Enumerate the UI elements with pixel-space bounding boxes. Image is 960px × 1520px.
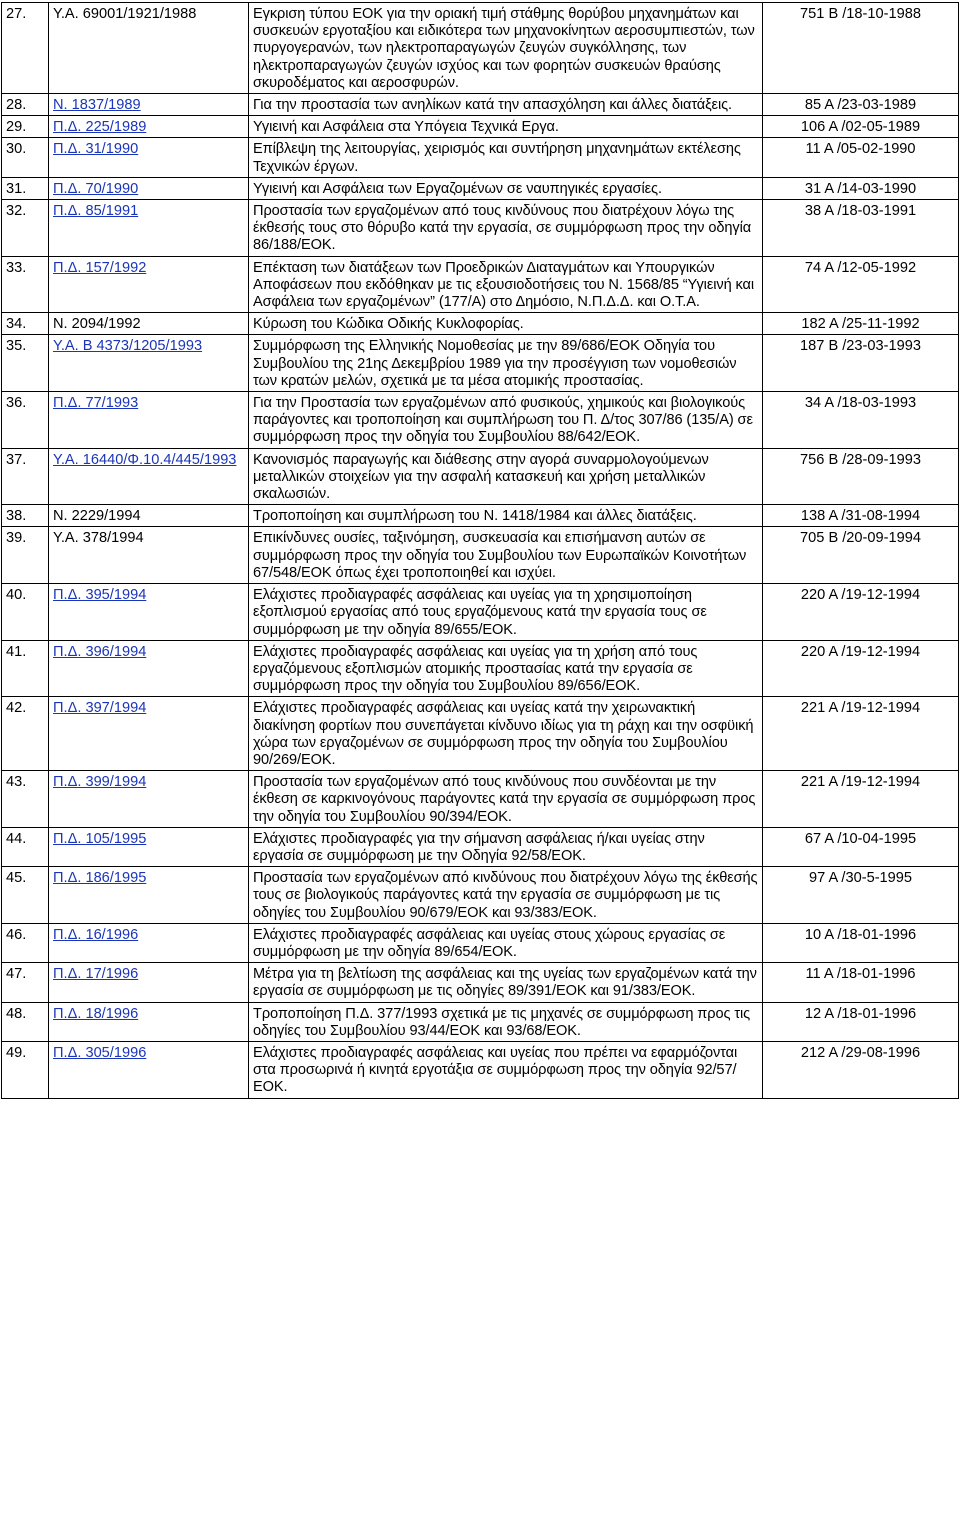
- law-reference-link[interactable]: Π.Δ. 105/1995: [53, 830, 147, 847]
- law-reference-link[interactable]: Υ.Α. Β 4373/1205/1993: [53, 338, 203, 355]
- table-row: [2, 867, 959, 924]
- law-reference-cell: [49, 640, 249, 697]
- row-number: 28.: [2, 94, 49, 116]
- law-description: Για την Προστασία των εργαζομένων από φυσικούς, χημικούς και βιολογικούς παράγοντες και τροποποίηση και συμπλήρωση του Π. Δ/τος 307/86 (135/Α) σε συμμόρφωση προς την οδηγία του Συμβουλίου 88/642/ΕΟΚ.: [249, 392, 763, 449]
- table-row: [2, 200, 959, 257]
- row-number: 37.: [2, 448, 49, 505]
- table-row: [2, 640, 959, 697]
- legislation-table: [1, 2, 959, 1099]
- law-reference-cell: [49, 1002, 249, 1041]
- law-description: Εγκριση τύπου ΕΟΚ για την οριακή τιμή στάθμης θορύβου μηχανημάτων και συσκευών εργοταξίου και ειδικότερα των μηχανοκίνητων αεροσυμπιεστών, των πυργογερανών, των ηλεκτροπαραγωγών ζευγών συγκόλλησης, των ηλεκτροπαραγωγών ζευγών ισχύος και των φορητών συσκευών θραύσης σκυροδέματος και αεροσφυρών.: [249, 3, 763, 94]
- law-reference-cell: [49, 923, 249, 962]
- law-reference-link[interactable]: Π.Δ. 396/1994: [53, 643, 147, 660]
- law-description: Ελάχιστες προδιαγραφές ασφάλειας και υγείας κατά την χειρωνακτική διακίνηση φορτίων που συνεπάγεται κίνδυνο ιδίως για τη ράχη και την οσφϋική χώρα των εργαζομένων σε συμμόρφωση προς την οδηγία του Συμβουλίου 90/269/ΕΟΚ.: [249, 697, 763, 771]
- law-description: Κύρωση του Κώδικα Οδικής Κυκλοφορίας.: [249, 313, 763, 335]
- law-reference-cell: [49, 584, 249, 641]
- law-reference-cell: [49, 963, 249, 1002]
- law-description: Ελάχιστες προδιαγραφές ασφάλειας και υγείας για τη χρησιμοποίηση εξοπλισμού εργασίας από τους εργαζόμενους κατά την εργασία τους σε συμμόρφωση με την οδηγία 89/655/ΕΟΚ.: [249, 584, 763, 641]
- law-reference-link[interactable]: Ν. 1837/1989: [53, 97, 141, 114]
- legislation-table-body: [2, 3, 959, 1099]
- gazette-reference: 221 Α /19-12-1994: [763, 697, 959, 771]
- law-description: Επέκταση των διατάξεων των Προεδρικών Διαταγμάτων και Υπουργικών Αποφάσεων που εκδόθηκαν με τις εξουσιοδοτήσεις του Ν. 1568/85 “Υγιεινή και Ασφάλεια των εργαζομένων” (177/Α) στο Δημόσιο, Ν.Π.Δ.Δ. και Ο.Τ.Α.: [249, 256, 763, 313]
- table-row: [2, 923, 959, 962]
- law-reference-cell: [49, 697, 249, 771]
- row-number: 29.: [2, 116, 49, 138]
- law-description: Ελάχιστες προδιαγραφές ασφάλειας και υγείας για τη χρήση από τους εργαζόμενους εξοπλισμών ατομικής προστασίας κατά την εργασία σε συμμόρφωση προς την οδηγία του Συμβουλίου 89/656/ΕΟΚ.: [249, 640, 763, 697]
- table-row: [2, 313, 959, 335]
- law-description: Κανονισμός παραγωγής και διάθεσης στην αγορά συναρμολογούμενων μεταλλικών στοιχείων για την ασφαλή κατασκευή και χρήση μεταλλικών σκαλωσιών.: [249, 448, 763, 505]
- law-reference-link[interactable]: Π.Δ. 77/1993: [53, 395, 139, 412]
- table-row: [2, 3, 959, 94]
- row-number: 36.: [2, 392, 49, 449]
- gazette-reference: 705 Β /20-09-1994: [763, 527, 959, 584]
- law-reference-cell: [49, 527, 249, 584]
- law-reference-cell: [49, 256, 249, 313]
- gazette-reference: 751 Β /18-10-1988: [763, 3, 959, 94]
- table-row: [2, 392, 959, 449]
- law-description: Ελάχιστες προδιαγραφές για την σήμανση ασφάλειας ή/και υγείας στην εργασία σε συμμόρφωση με την Οδηγία 92/58/ΕΟΚ.: [249, 827, 763, 866]
- row-number: 31.: [2, 177, 49, 199]
- row-number: 41.: [2, 640, 49, 697]
- law-description: Επίβλεψη της λειτουργίας, χειρισμός και συντήρηση μηχανημάτων εκτέλεσης Τεχνικών έργων.: [249, 138, 763, 177]
- table-row: [2, 116, 959, 138]
- law-reference-cell: [49, 313, 249, 335]
- gazette-reference: 756 Β /28-09-1993: [763, 448, 959, 505]
- table-row: [2, 584, 959, 641]
- law-reference-link[interactable]: Υ.Α. 16440/Φ.10.4/445/1993: [53, 451, 237, 468]
- law-reference-cell: [49, 200, 249, 257]
- law-description: Συμμόρφωση της Ελληνικής Νομοθεσίας με την 89/686/ΕΟΚ Οδηγία του Συμβουλίου της 21ης Δεκεμβρίου 1989 για την προσέγγιση των νομοθεσιών των κρατών μελών, σχετικά με τα μέσα ατομικής προστασίας.: [249, 335, 763, 392]
- law-reference-link[interactable]: Π.Δ. 397/1994: [53, 700, 147, 717]
- row-number: 32.: [2, 200, 49, 257]
- gazette-reference: 74 Α /12-05-1992: [763, 256, 959, 313]
- table-row: [2, 94, 959, 116]
- gazette-reference: 12 Α /18-01-1996: [763, 1002, 959, 1041]
- row-number: 49.: [2, 1041, 49, 1098]
- table-row: [2, 335, 959, 392]
- table-row: [2, 827, 959, 866]
- gazette-reference: 187 Β /23-03-1993: [763, 335, 959, 392]
- row-number: 47.: [2, 963, 49, 1002]
- law-description: Για την προστασία των ανηλίκων κατά την απασχόληση και άλλες διατάξεις.: [249, 94, 763, 116]
- law-reference-cell: [49, 94, 249, 116]
- table-row: [2, 1002, 959, 1041]
- table-row: [2, 697, 959, 771]
- law-reference-link[interactable]: Π.Δ. 31/1990: [53, 141, 139, 158]
- law-reference-link[interactable]: Π.Δ. 70/1990: [53, 180, 139, 197]
- table-row: [2, 138, 959, 177]
- gazette-reference: 106 Α /02-05-1989: [763, 116, 959, 138]
- table-row: [2, 771, 959, 828]
- row-number: 38.: [2, 505, 49, 527]
- row-number: 43.: [2, 771, 49, 828]
- row-number: 33.: [2, 256, 49, 313]
- row-number: 42.: [2, 697, 49, 771]
- law-reference-link[interactable]: Π.Δ. 225/1989: [53, 119, 147, 136]
- law-reference-cell: [49, 3, 249, 94]
- table-row: [2, 963, 959, 1002]
- row-number: 45.: [2, 867, 49, 924]
- law-reference: Ν. 2094/1992: [53, 316, 141, 333]
- gazette-reference: 85 Α /23-03-1989: [763, 94, 959, 116]
- law-reference-link[interactable]: Π.Δ. 395/1994: [53, 587, 147, 604]
- law-reference-link[interactable]: Π.Δ. 305/1996: [53, 1044, 147, 1061]
- law-reference-link[interactable]: Π.Δ. 399/1994: [53, 774, 147, 791]
- law-description: Προστασία των εργαζομένων από τους κινδύνους που διατρέχουν λόγω της έκθεσής τους στο θόρυβο κατά την εργασία, σε συμμόρφωση προς την οδηγία 86/188/ΕΟΚ.: [249, 200, 763, 257]
- gazette-reference: 10 Α /18-01-1996: [763, 923, 959, 962]
- gazette-reference: 11 Α /18-01-1996: [763, 963, 959, 1002]
- row-number: 39.: [2, 527, 49, 584]
- law-reference-cell: [49, 771, 249, 828]
- row-number: 34.: [2, 313, 49, 335]
- law-reference-cell: [49, 505, 249, 527]
- law-description: Επικίνδυνες ουσίες, ταξινόμηση, συσκευασία και επισήμανση αυτών σε συμμόρφωση προς την οδηγία του Συμβουλίου των Ευρωπαϊκών Κοινοτήτων 67/548/ΕΟΚ όπως έχει τροποποιηθεί και ισχύει.: [249, 527, 763, 584]
- law-description: Προστασία των εργαζομένων από κινδύνους που διατρέχουν λόγω της έκθεσής τους σε βιολογικούς παράγοντες κατά την εργασία σε συμμόρφωση με τις οδηγίες του Συμβουλίου 90/679/ΕΟΚ και 93/383/ΕΟΚ.: [249, 867, 763, 924]
- law-reference-link[interactable]: Π.Δ. 157/1992: [53, 259, 147, 276]
- row-number: 48.: [2, 1002, 49, 1041]
- table-row: [2, 527, 959, 584]
- law-reference-cell: [49, 867, 249, 924]
- row-number: 40.: [2, 584, 49, 641]
- row-number: 44.: [2, 827, 49, 866]
- table-row: [2, 448, 959, 505]
- law-reference-cell: [49, 116, 249, 138]
- gazette-reference: 34 Α /18-03-1993: [763, 392, 959, 449]
- gazette-reference: 38 Α /18-03-1991: [763, 200, 959, 257]
- table-row: [2, 505, 959, 527]
- law-description: Ελάχιστες προδιαγραφές ασφάλειας και υγείας στους χώρους εργασίας σε συμμόρφωση με την οδηγία 89/654/ΕΟΚ.: [249, 923, 763, 962]
- law-reference: Υ.Α. 378/1994: [53, 530, 144, 547]
- law-reference-cell: [49, 1041, 249, 1098]
- table-row: [2, 256, 959, 313]
- row-number: 35.: [2, 335, 49, 392]
- law-reference: Ν. 2229/1994: [53, 508, 141, 525]
- law-reference-link[interactable]: Π.Δ. 18/1996: [53, 1005, 139, 1022]
- law-reference-link[interactable]: Π.Δ. 85/1991: [53, 203, 139, 220]
- row-number: 30.: [2, 138, 49, 177]
- law-reference-cell: [49, 392, 249, 449]
- law-reference-link[interactable]: Π.Δ. 186/1995: [53, 870, 147, 887]
- row-number: 27.: [2, 3, 49, 94]
- law-description: Υγιεινή και Ασφάλεια στα Υπόγεια Τεχνικά Εργα.: [249, 116, 763, 138]
- law-reference-cell: [49, 177, 249, 199]
- gazette-reference: 67 Α /10-04-1995: [763, 827, 959, 866]
- law-description: Τροποποίηση Π.Δ. 377/1993 σχετικά με τις μηχανές σε συμμόρφωση προς τις οδηγίες του Συμβουλίου 93/44/ΕΟΚ και 93/68/ΕΟΚ.: [249, 1002, 763, 1041]
- law-description: Προστασία των εργαζομένων από τους κινδύνους που συνδέονται με την έκθεση σε καρκινογόνους παράγοντες κατά την εργασία σε συμμόρφωση προς την οδηγία του Συμβουλίου 90/394/ΕΟΚ.: [249, 771, 763, 828]
- law-reference: Υ.Α. 69001/1921/1988: [53, 6, 197, 22]
- gazette-reference: 97 Α /30-5-1995: [763, 867, 959, 924]
- gazette-reference: 138 Α /31-08-1994: [763, 505, 959, 527]
- table-row: [2, 1041, 959, 1098]
- law-reference-cell: [49, 827, 249, 866]
- law-reference-cell: [49, 448, 249, 505]
- law-reference-link[interactable]: Π.Δ. 17/1996: [53, 966, 139, 983]
- law-reference-cell: [49, 138, 249, 177]
- table-row: [2, 177, 959, 199]
- gazette-reference: 182 Α /25-11-1992: [763, 313, 959, 335]
- law-description: Υγιεινή και Ασφάλεια των Εργαζομένων σε ναυπηγικές εργασίες.: [249, 177, 763, 199]
- law-reference-cell: [49, 335, 249, 392]
- law-description: Τροποποίηση και συμπλήρωση του Ν. 1418/1984 και άλλες διατάξεις.: [249, 505, 763, 527]
- law-reference-link[interactable]: Π.Δ. 16/1996: [53, 926, 139, 943]
- gazette-reference: 220 Α /19-12-1994: [763, 584, 959, 641]
- gazette-reference: 31 Α /14-03-1990: [763, 177, 959, 199]
- row-number: 46.: [2, 923, 49, 962]
- law-description: Μέτρα για τη βελτίωση της ασφάλειας και της υγείας των εργαζομένων κατά την εργασία σε συμμόρφωση με τις οδηγίες 89/391/ΕΟΚ και 91/383/ΕΟΚ.: [249, 963, 763, 1002]
- gazette-reference: 11 Α /05-02-1990: [763, 138, 959, 177]
- gazette-reference: 220 Α /19-12-1994: [763, 640, 959, 697]
- law-description: Ελάχιστες προδιαγραφές ασφάλειας και υγείας που πρέπει να εφαρμόζονται στα προσωρινά ή κινητά εργοτάξια σε συμμόρφωση προς την οδηγία 92/57/ΕΟΚ.: [249, 1041, 763, 1098]
- gazette-reference: 221 Α /19-12-1994: [763, 771, 959, 828]
- gazette-reference: 212 Α /29-08-1996: [763, 1041, 959, 1098]
